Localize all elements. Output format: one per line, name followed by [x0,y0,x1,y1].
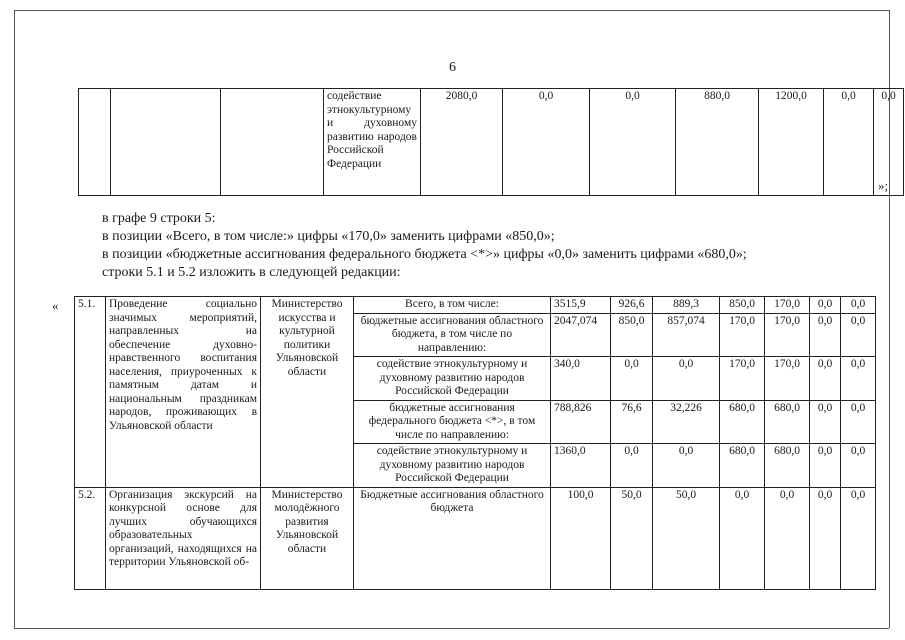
instruction-line: в позиции «Всего, в том числе:» цифры «170,0» заменить цифрами «850,0»; [102,229,555,244]
row-number: 5.2. [75,487,106,589]
activity-name: Организация экскурсий на конкурсной основе для лучших обучающихся образовательных организаций, находящихся на территории Ульяновской об- [106,487,261,589]
funding-label: содействие этнокультурному и духовному развитию народов Российской Федерации [354,444,551,488]
value-cell: 0,0 [824,89,874,196]
value-cell: 0,0 [841,297,876,314]
value-cell: 50,0 [653,487,720,589]
value-cell: 170,0 [720,357,765,401]
instruction-line: в графе 9 строки 5: [102,211,216,226]
value-cell: 2080,0 [421,89,503,196]
value-cell: 0,0 [810,357,841,401]
value-cell: 50,0 [611,487,653,589]
opening-quote: « [52,298,59,313]
closing-quote: »; [878,178,889,193]
value-cell: 0,0 [810,400,841,444]
value-cell: 0,0 [653,444,720,488]
instruction-line: строки 5.1 и 5.2 изложить в следующей редакции: [102,265,401,280]
value-cell: 0,0 [810,297,841,314]
value-cell: 170,0 [765,357,810,401]
funding-label: бюджетные ассигнования федерального бюджета <*>, в том числе по направлению: [354,400,551,444]
instruction-line: в позиции «бюджетные ассигнования федерального бюджета <*>» цифры «0,0» заменить цифрами «680,0»; [102,247,747,262]
value-cell: 0,0 [611,444,653,488]
table-row [75,297,876,314]
scan-border-left [14,10,15,628]
value-cell: 0,0 [653,357,720,401]
value-cell: 0,0 [874,89,904,196]
value-cell: 880,0 [676,89,759,196]
value-cell: 100,0 [551,487,611,589]
funding-label: бюджетные ассигнования областного бюджета, в том числе по направлению: [354,313,551,357]
value-cell: 857,074 [653,313,720,357]
scan-border-bottom [14,628,889,629]
value-cell: 0,0 [841,357,876,401]
value-cell: 0,0 [810,313,841,357]
value-cell: 1360,0 [551,444,611,488]
value-cell: 0,0 [841,313,876,357]
cell [79,89,111,196]
value-cell: 0,0 [841,400,876,444]
continuation-row [79,89,904,196]
cell [111,89,221,196]
value-cell: 2047,074 [551,313,611,357]
value-cell: 0,0 [720,487,765,589]
direction-cell: содействие этнокультурному и духовному развитию народов Российской Федерации [324,89,421,196]
value-cell: 1200,0 [759,89,824,196]
ministry-name: Министерство искусства и культурной политики Ульяновской области [261,297,354,488]
value-cell: 0,0 [841,487,876,589]
cell [221,89,324,196]
value-cell: 32,226 [653,400,720,444]
value-cell: 76,6 [611,400,653,444]
funding-label: Всего, в том числе: [354,297,551,314]
activity-name: Проведение социально значимых мероприятий, направленных на обеспечение духовно-нравственного воспитания населения, приуроченных к памятным датам и национальным праздникам народов, проживающих в Ульяновской области [106,297,261,488]
value-cell: 889,3 [653,297,720,314]
funding-label: содействие этнокультурному и духовному развитию народов Российской Федерации [354,357,551,401]
table-row [75,487,876,589]
page-number: 6 [449,60,456,75]
value-cell: 3515,9 [551,297,611,314]
value-cell: 926,6 [611,297,653,314]
value-cell: 680,0 [765,400,810,444]
value-cell: 0,0 [841,444,876,488]
value-cell: 340,0 [551,357,611,401]
row-number: 5.1. [75,297,106,488]
value-cell: 850,0 [611,313,653,357]
value-cell: 0,0 [503,89,590,196]
value-cell: 680,0 [720,444,765,488]
value-cell: 788,826 [551,400,611,444]
program-table [74,296,876,590]
value-cell: 0,0 [765,487,810,589]
value-cell: 170,0 [765,297,810,314]
value-cell: 0,0 [810,487,841,589]
ministry-name: Министерство молодёжного развития Ульяновской области [261,487,354,589]
funding-label: Бюджетные ассигнования областного бюджета [354,487,551,589]
value-cell: 0,0 [611,357,653,401]
value-cell: 0,0 [590,89,676,196]
value-cell: 850,0 [720,297,765,314]
value-cell: 680,0 [720,400,765,444]
value-cell: 170,0 [765,313,810,357]
continuation-table [78,88,904,196]
scan-border-top [14,10,889,11]
value-cell: 170,0 [720,313,765,357]
value-cell: 680,0 [765,444,810,488]
value-cell: 0,0 [810,444,841,488]
